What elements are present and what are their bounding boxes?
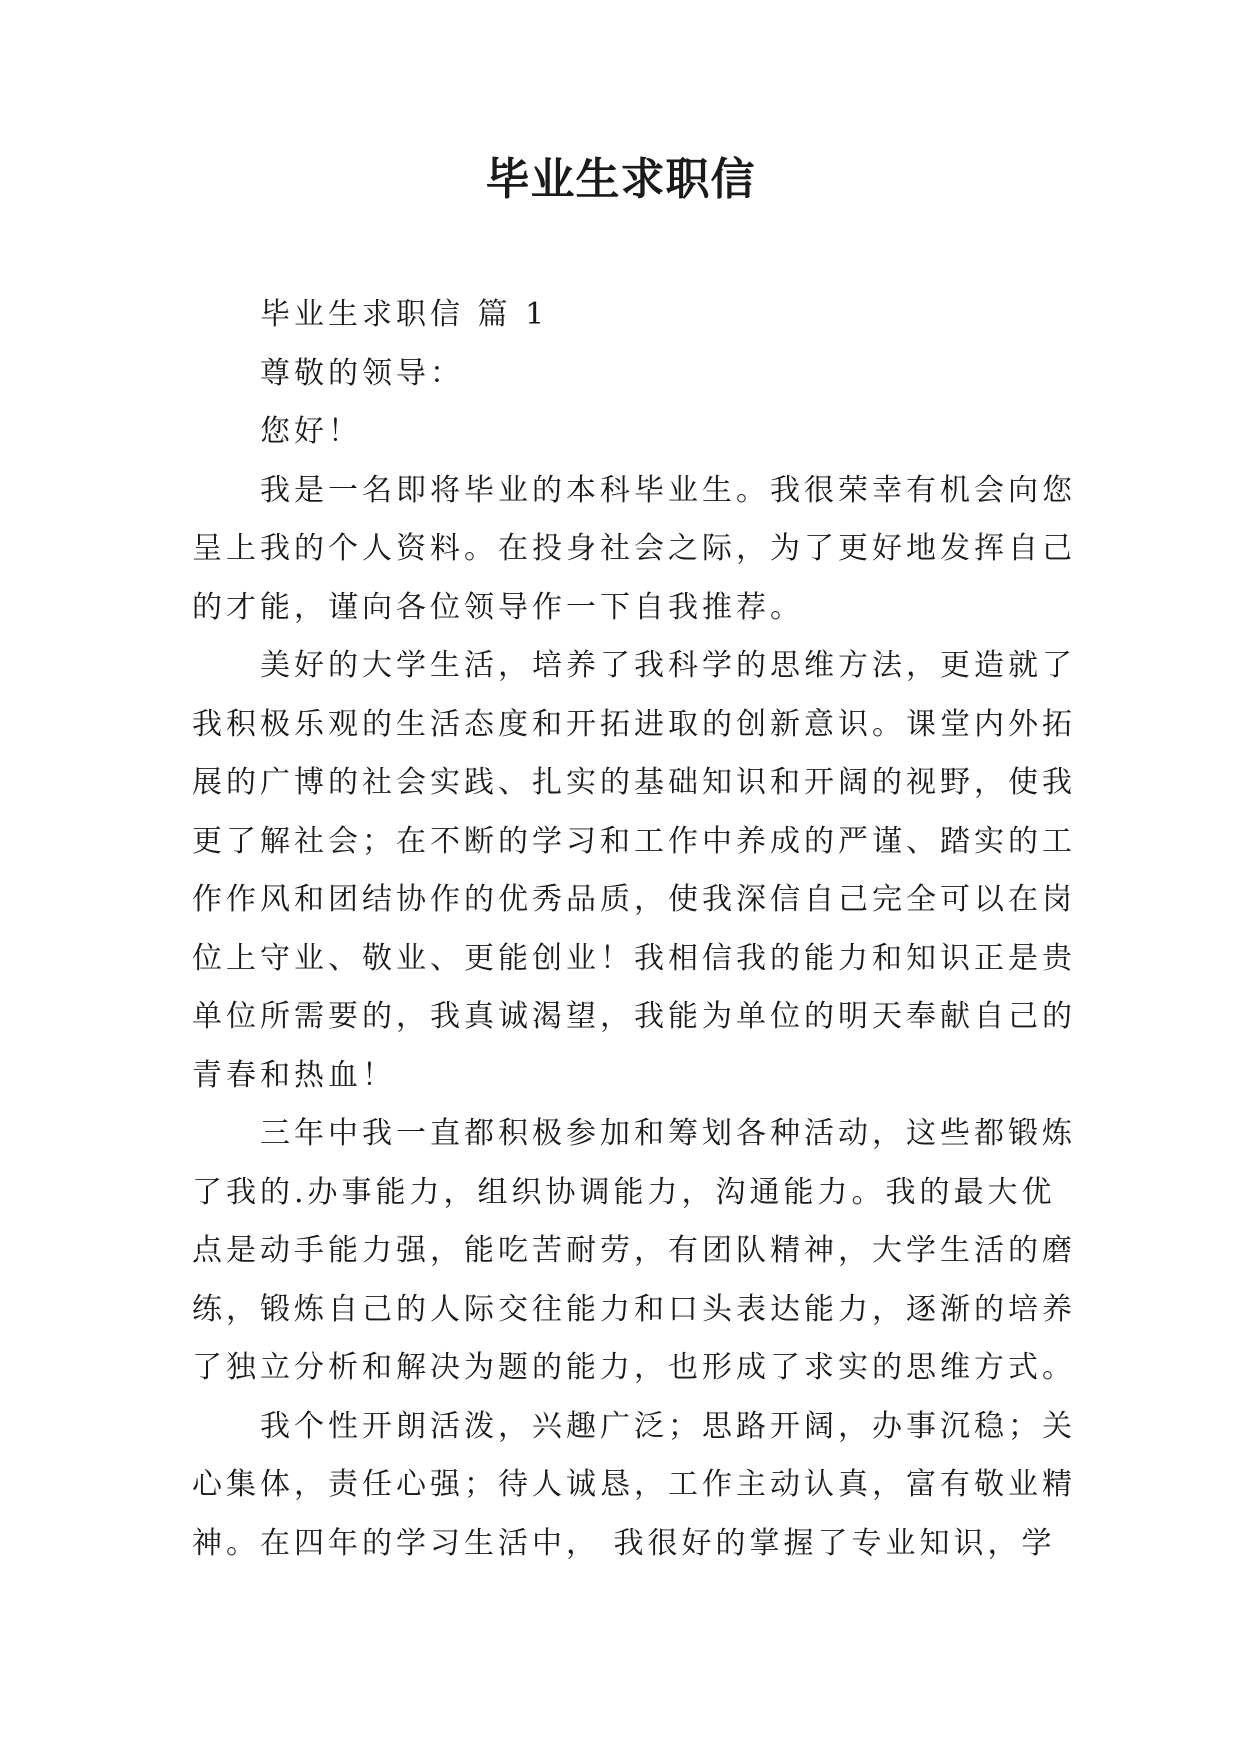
text-line: 更了解社会；在不断的学习和工作中养成的严谨、踏实的工	[192, 823, 1076, 859]
text-line: 练，锻炼自己的人际交往能力和口头表达能力，逐渐的培养	[192, 1291, 1076, 1327]
text-line: 位上守业、敬业、更能创业！我相信我的能力和知识正是贵	[192, 940, 1076, 976]
text-line: 心集体，责任心强；待人诚恳，工作主动认真，富有敬业精	[192, 1467, 1076, 1502]
text-line: 毕业生求职信 篇 1	[260, 297, 549, 332]
text-line: 神。在四年的学习生活中， 我很好的掌握了专业知识，学	[192, 1525, 1056, 1561]
text-line: 的才能，谨向各位领导作一下自我推荐。	[192, 589, 804, 625]
text-line: 作作风和团结协作的优秀品质，使我深信自己完全可以在岗	[192, 882, 1076, 917]
text-line: 三年中我一直都积极参加和筹划各种活动，这些都锻炼	[260, 1116, 1076, 1151]
text-line: 我是一名即将毕业的本科毕业生。我很荣幸有机会向您	[260, 472, 1076, 508]
text-line: 您好！	[260, 414, 362, 449]
text-line: 尊敬的领导：	[260, 355, 464, 391]
text-line: 点是动手能力强，能吃苦耐劳，有团队精神，大学生活的磨	[192, 1233, 1076, 1268]
document-body	[192, 286, 1076, 1573]
text-line: 呈上我的个人资料。在投身社会之际，为了更好地发挥自己	[192, 531, 1076, 566]
document-title: 毕业生求职信	[485, 154, 756, 205]
text-line: 美好的大学生活，培养了我科学的思维方法，更造就了	[260, 648, 1076, 683]
text-line: 我个性开朗活泼，兴趣广泛；思路开阔，办事沉稳；关	[260, 1408, 1076, 1444]
text-line: 单位所需要的，我真诚渴望，我能为单位的明天奉献自己的	[192, 999, 1076, 1034]
text-line: 青春和热血！	[192, 1057, 396, 1093]
text-line: 了独立分析和解决为题的能力，也形成了求实的思维方式。	[192, 1350, 1076, 1385]
text-line: 我积极乐观的生活态度和开拓进取的创新意识。课堂内外拓	[192, 706, 1076, 742]
text-line: 展的广博的社会实践、扎实的基础知识和开阔的视野，使我	[192, 765, 1076, 800]
text-line: 了我的.办事能力，组织协调能力，沟通能力。我的最大优	[192, 1174, 1056, 1210]
